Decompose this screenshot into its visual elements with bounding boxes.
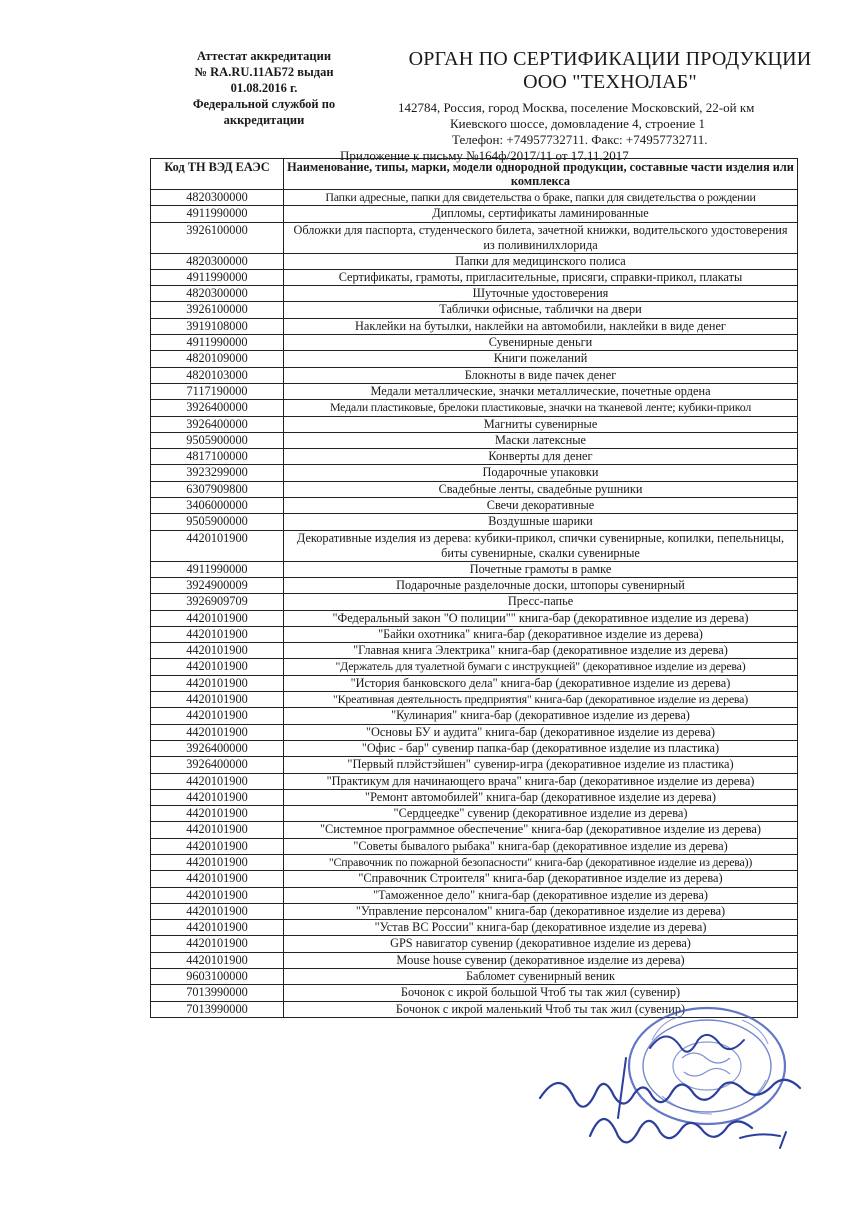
table-row bbox=[151, 936, 798, 952]
row-description: Маски латексные bbox=[284, 432, 798, 448]
row-description: "Системное программное обеспечение" книга-бар (декоративное изделие из дерева) bbox=[284, 822, 798, 838]
table-row bbox=[151, 757, 798, 773]
row-code: 3926100000 bbox=[151, 222, 284, 253]
row-code: 4820300000 bbox=[151, 253, 284, 269]
accreditation-line: аккредитации bbox=[223, 113, 305, 127]
row-description: "Основы БУ и аудита" книга-бар (декоративное изделие из дерева) bbox=[284, 724, 798, 740]
row-code: 4420101900 bbox=[151, 675, 284, 691]
row-code: 4420101900 bbox=[151, 887, 284, 903]
row-code: 4420101900 bbox=[151, 838, 284, 854]
row-code: 7013990000 bbox=[151, 985, 284, 1001]
row-code: 3924900009 bbox=[151, 577, 284, 593]
row-code: 4420101900 bbox=[151, 789, 284, 805]
table-header-row bbox=[151, 159, 798, 190]
row-code: 3926400000 bbox=[151, 416, 284, 432]
table-row bbox=[151, 708, 798, 724]
table-body bbox=[151, 190, 798, 1018]
table-row bbox=[151, 594, 798, 610]
row-description: Mouse house сувенир (декоративное изделие из дерева) bbox=[284, 952, 798, 968]
address-line2: Киевского шоссе, домовладение 4, строение 1 bbox=[450, 116, 706, 131]
row-description: Обложки для паспорта, студенческого билета, зачетной книжки, водительского удостоверения из поливинилхлорида bbox=[284, 222, 798, 253]
row-code: 4420101900 bbox=[151, 920, 284, 936]
row-code: 4820109000 bbox=[151, 351, 284, 367]
header-code: Код ТН ВЭД ЕАЭС bbox=[151, 159, 284, 190]
row-code: 4911990000 bbox=[151, 206, 284, 222]
row-description: Пресс-папье bbox=[284, 594, 798, 610]
row-description: "Управление персоналом" книга-бар (декоративное изделие из дерева) bbox=[284, 903, 798, 919]
row-description: "История банковского дела" книга-бар (декоративное изделие из дерева) bbox=[284, 675, 798, 691]
row-description: Сертификаты, грамоты, пригласительные, присяги, справки-прикол, плакаты bbox=[284, 269, 798, 285]
table-row bbox=[151, 190, 798, 206]
row-code: 4911990000 bbox=[151, 269, 284, 285]
row-description: Подарочные разделочные доски, штопоры сувенирный bbox=[284, 577, 798, 593]
table-row bbox=[151, 952, 798, 968]
row-description: Блокноты в виде пачек денег bbox=[284, 367, 798, 383]
row-code: 4420101900 bbox=[151, 773, 284, 789]
table-row bbox=[151, 822, 798, 838]
row-code: 4820300000 bbox=[151, 190, 284, 206]
table-row bbox=[151, 643, 798, 659]
row-code: 4420101900 bbox=[151, 952, 284, 968]
table-row bbox=[151, 318, 798, 334]
row-code: 3923299000 bbox=[151, 465, 284, 481]
table-row bbox=[151, 335, 798, 351]
table-row bbox=[151, 659, 798, 675]
accreditation-line: Федеральной службой по bbox=[192, 97, 336, 111]
table-row bbox=[151, 302, 798, 318]
row-description: "Кулинария" книга-бар (декоративное изделие из дерева) bbox=[284, 708, 798, 724]
products-table bbox=[150, 158, 798, 1018]
appendix-note: Приложение к письму №164ф/2017/11 от 17.11.2017 bbox=[340, 148, 629, 163]
table-row bbox=[151, 449, 798, 465]
table-row bbox=[151, 351, 798, 367]
table-row bbox=[151, 903, 798, 919]
row-description: Папки адресные, папки для свидетельства о браке, папки для свидетельства о рождении bbox=[284, 190, 798, 206]
table-row bbox=[151, 854, 798, 870]
table-row bbox=[151, 269, 798, 285]
row-description: Медали пластиковые, брелоки пластиковые, значки на тканевой ленте; кубики-прикол bbox=[284, 400, 798, 416]
row-description: "Ремонт автомобилей" книга-бар (декоративное изделие из дерева) bbox=[284, 789, 798, 805]
table-row bbox=[151, 577, 798, 593]
table-row bbox=[151, 969, 798, 985]
table-row bbox=[151, 498, 798, 514]
table-row bbox=[151, 222, 798, 253]
table-row bbox=[151, 675, 798, 691]
row-code: 4420101900 bbox=[151, 806, 284, 822]
address-line1: 142784, Россия, город Москва, поселение Московский, 22-ой км bbox=[398, 100, 755, 115]
table-row bbox=[151, 838, 798, 854]
row-description: Почетные грамоты в рамке bbox=[284, 561, 798, 577]
row-description: Воздушные шарики bbox=[284, 514, 798, 530]
accreditation-line: 01.08.2016 г. bbox=[230, 81, 298, 95]
row-code: 3926400000 bbox=[151, 400, 284, 416]
organization-title-line2: ООО "ТЕХНОЛАБ" bbox=[523, 71, 697, 93]
table-row bbox=[151, 789, 798, 805]
row-code: 4820103000 bbox=[151, 367, 284, 383]
header-description: Наименование, типы, марки, модели однородной продукции, составные части изделия или комплекса bbox=[284, 159, 798, 190]
row-code: 3406000000 bbox=[151, 498, 284, 514]
row-code: 6307909800 bbox=[151, 481, 284, 497]
row-description: Таблички офисные, таблички на двери bbox=[284, 302, 798, 318]
row-description: Папки для медицинского полиса bbox=[284, 253, 798, 269]
row-description: "Устав ВС России" книга-бар (декоративное изделие из дерева) bbox=[284, 920, 798, 936]
row-code: 4420101900 bbox=[151, 903, 284, 919]
row-code: 4820300000 bbox=[151, 286, 284, 302]
row-description: Свадебные ленты, свадебные рушники bbox=[284, 481, 798, 497]
row-code: 4420101900 bbox=[151, 610, 284, 626]
row-code: 4420101900 bbox=[151, 626, 284, 642]
row-description: "Федеральный закон "О полиции"" книга-бар (декоративное изделие из дерева) bbox=[284, 610, 798, 626]
row-description: "Таможенное дело" книга-бар (декоративное изделие из дерева) bbox=[284, 887, 798, 903]
table-row bbox=[151, 253, 798, 269]
table-row bbox=[151, 626, 798, 642]
row-description: "Держатель для туалетной бумаги с инструкцией" (декоративное изделие из дерева) bbox=[284, 659, 798, 675]
row-code: 7117190000 bbox=[151, 383, 284, 399]
table-row bbox=[151, 530, 798, 561]
organization-address bbox=[398, 100, 798, 148]
row-code: 3926909709 bbox=[151, 594, 284, 610]
row-description: "Справочник по пожарной безопасности" книга-бар (декоративное изделие из дерева)) bbox=[284, 854, 798, 870]
signature bbox=[530, 1018, 840, 1168]
table-row bbox=[151, 985, 798, 1001]
organization-title-line1: ОРГАН ПО СЕРТИФИКАЦИИ ПРОДУКЦИИ bbox=[408, 48, 812, 70]
accreditation-line: Аттестат аккредитации bbox=[196, 49, 332, 63]
row-code: 3926400000 bbox=[151, 757, 284, 773]
row-code: 3926400000 bbox=[151, 740, 284, 756]
row-description: "Офис - бар" сувенир папка-бар (декоративное изделие из пластика) bbox=[284, 740, 798, 756]
row-code: 4420101900 bbox=[151, 530, 284, 561]
row-code: 9505900000 bbox=[151, 514, 284, 530]
row-description: "Советы бывалого рыбака" книга-бар (декоративное изделие из дерева) bbox=[284, 838, 798, 854]
table-row bbox=[151, 383, 798, 399]
row-description: "Сердцеедке" сувенир (декоративное изделие из дерева) bbox=[284, 806, 798, 822]
row-code: 4817100000 bbox=[151, 449, 284, 465]
row-code: 7013990000 bbox=[151, 1001, 284, 1017]
row-description: Бочонок с икрой большой Чтоб ты так жил (сувенир) bbox=[284, 985, 798, 1001]
organization-title bbox=[400, 48, 820, 94]
table-row bbox=[151, 286, 798, 302]
table-row bbox=[151, 367, 798, 383]
row-description: Декоративные изделия из дерева: кубики-прикол, спички сувенирные, копилки, пепельницы, биты сувенирные, скалки сувенирные bbox=[284, 530, 798, 561]
table-row bbox=[151, 481, 798, 497]
row-description: "Первый плэйстэйшен" сувенир-игра (декоративное изделие из пластика) bbox=[284, 757, 798, 773]
table-row bbox=[151, 610, 798, 626]
row-description: "Практикум для начинающего врача" книга-бар (декоративное изделие из дерева) bbox=[284, 773, 798, 789]
row-description: Бочонок с икрой маленький Чтоб ты так жил (сувенир) bbox=[284, 1001, 798, 1017]
row-description: Бабломет сувенирный веник bbox=[284, 969, 798, 985]
row-code: 4911990000 bbox=[151, 335, 284, 351]
table-row bbox=[151, 806, 798, 822]
table-row bbox=[151, 887, 798, 903]
row-description: "Байки охотника" книга-бар (декоративное изделие из дерева) bbox=[284, 626, 798, 642]
accreditation-line: № RA.RU.11АБ72 выдан bbox=[194, 65, 334, 79]
table-row bbox=[151, 432, 798, 448]
row-description: Свечи декоративные bbox=[284, 498, 798, 514]
table-row bbox=[151, 920, 798, 936]
table-row bbox=[151, 465, 798, 481]
row-description: Наклейки на бутылки, наклейки на автомобили, наклейки в виде денег bbox=[284, 318, 798, 334]
row-code: 4420101900 bbox=[151, 822, 284, 838]
row-description: "Справочник Строителя" книга-бар (декоративное изделие из дерева) bbox=[284, 871, 798, 887]
accreditation-block bbox=[170, 48, 358, 128]
row-code: 4420101900 bbox=[151, 871, 284, 887]
table-row bbox=[151, 740, 798, 756]
table-row bbox=[151, 206, 798, 222]
row-description: Шуточные удостоверения bbox=[284, 286, 798, 302]
row-description: Магниты сувенирные bbox=[284, 416, 798, 432]
row-description: Подарочные упаковки bbox=[284, 465, 798, 481]
table-row bbox=[151, 871, 798, 887]
row-description: GPS навигатор сувенир (декоративное изделие из дерева) bbox=[284, 936, 798, 952]
row-code: 4911990000 bbox=[151, 561, 284, 577]
row-description: Конверты для денег bbox=[284, 449, 798, 465]
row-code: 4420101900 bbox=[151, 692, 284, 708]
phone-line: Телефон: +74957732711. Факс: +74957732711. bbox=[452, 132, 708, 147]
row-description: Дипломы, сертификаты ламинированные bbox=[284, 206, 798, 222]
row-code: 4420101900 bbox=[151, 854, 284, 870]
row-description: "Главная книга Электрика" книга-бар (декоративное изделие из дерева) bbox=[284, 643, 798, 659]
row-description: "Креативная деятельность предприятия" книга-бар (декоративное изделие из дерева) bbox=[284, 692, 798, 708]
table-row bbox=[151, 692, 798, 708]
row-code: 3919108000 bbox=[151, 318, 284, 334]
row-code: 3926100000 bbox=[151, 302, 284, 318]
row-code: 9505900000 bbox=[151, 432, 284, 448]
row-code: 4420101900 bbox=[151, 643, 284, 659]
table-row bbox=[151, 514, 798, 530]
row-code: 4420101900 bbox=[151, 708, 284, 724]
table-row bbox=[151, 400, 798, 416]
row-description: Книги пожеланий bbox=[284, 351, 798, 367]
table-row bbox=[151, 724, 798, 740]
table-row bbox=[151, 561, 798, 577]
table-row bbox=[151, 773, 798, 789]
row-code: 4420101900 bbox=[151, 724, 284, 740]
row-code: 4420101900 bbox=[151, 936, 284, 952]
row-description: Сувенирные деньги bbox=[284, 335, 798, 351]
row-code: 9603100000 bbox=[151, 969, 284, 985]
row-code: 4420101900 bbox=[151, 659, 284, 675]
table-row bbox=[151, 416, 798, 432]
row-description: Медали металлические, значки металлические, почетные ордена bbox=[284, 383, 798, 399]
